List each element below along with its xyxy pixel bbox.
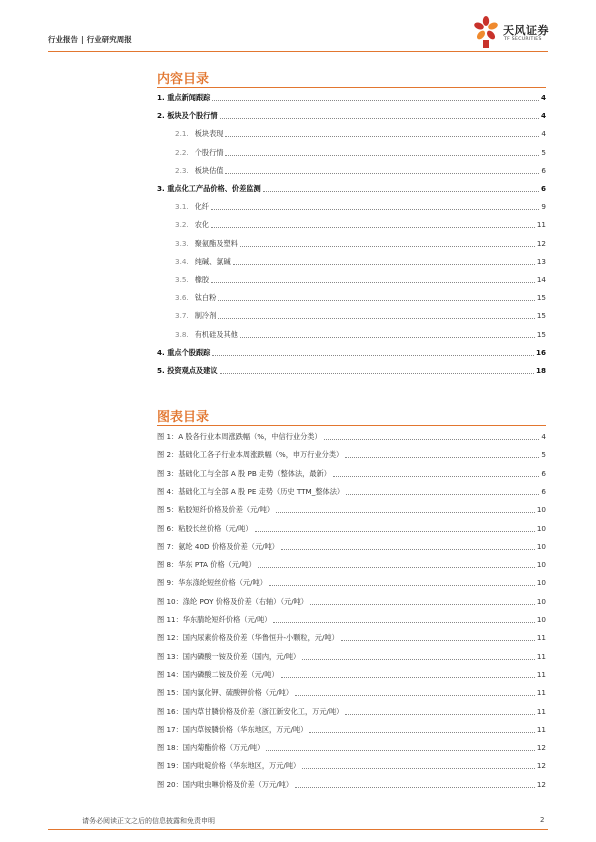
toc-entry[interactable] — [157, 200, 546, 212]
figure-dot-leader — [324, 439, 540, 440]
toc-entry-label — [157, 129, 223, 139]
footer-page-number: 2 — [540, 816, 545, 824]
figure-entry-label: 图 20：国内吡虫啉价格及价差（万元/吨） — [157, 779, 294, 789]
figure-entry[interactable] — [157, 595, 546, 607]
figure-dot-leader — [281, 549, 535, 550]
figure-dot-leader — [266, 750, 535, 751]
toc-dot-leader — [240, 246, 535, 247]
toc-entry-page: 6 — [540, 184, 546, 193]
figure-entry[interactable] — [157, 650, 546, 662]
figure-entry-label: 图 13：国内磷酸一铵及价差（国内，元/吨） — [157, 651, 301, 661]
figure-dot-leader — [269, 585, 535, 586]
figure-entry-page: 6 — [541, 486, 546, 496]
toc-entry-text: 板块表现 — [194, 129, 224, 139]
figure-entry-page: 12 — [536, 761, 546, 771]
figure-dot-leader — [310, 604, 535, 605]
figure-dot-leader — [273, 622, 534, 623]
toc-entry[interactable] — [157, 328, 546, 340]
footer-divider — [48, 829, 548, 830]
toc-entry[interactable] — [157, 364, 546, 376]
toc-entry-page: 4 — [541, 129, 546, 139]
figure-dot-leader — [345, 714, 534, 715]
toc-dot-leader — [211, 209, 539, 210]
toc-entry-page: 15 — [536, 293, 546, 303]
toc-entry-text: 橡胶 — [194, 275, 210, 284]
toc-entry-page: 4 — [540, 111, 546, 121]
toc-entry[interactable] — [157, 164, 546, 176]
toc-entry-number: 3.3. — [175, 238, 189, 248]
figure-entry-page: 10 — [536, 615, 546, 624]
toc-entry-text: 板块估值 — [194, 165, 224, 175]
figure-entry-page: 10 — [536, 523, 546, 533]
toc-entry-number: 3.6. — [175, 293, 189, 303]
toc-entry-number: 2.3. — [175, 165, 189, 175]
toc-entry-label — [157, 111, 218, 121]
figure-entry-page: 11 — [536, 633, 546, 643]
toc-dot-leader — [233, 264, 535, 265]
toc-dot-leader — [240, 337, 535, 338]
header-report-subtype: 行业研究周报 — [86, 35, 132, 44]
figure-entry-label: 图 16：国内草甘膦价格及价差（浙江新安化工，万元/吨） — [157, 706, 344, 716]
toc-entry-label — [157, 275, 209, 285]
figure-dot-leader — [258, 567, 535, 568]
figure-entry-page: 10 — [536, 560, 546, 570]
toc-entry-label — [157, 348, 210, 358]
figure-entry[interactable] — [157, 576, 546, 588]
figure-entry-label: 图 7：氨纶 40D 价格及价差（元/吨） — [157, 541, 279, 551]
figure-entry[interactable] — [157, 613, 546, 625]
figure-entry[interactable] — [157, 705, 546, 717]
figure-entry-label: 图 12：国内尿素价格及价差（华鲁恒升-小颗粒，元/吨） — [157, 633, 339, 643]
toc-entry[interactable] — [157, 218, 546, 230]
toc-entry-label — [157, 257, 231, 267]
toc-entry-page: 13 — [536, 256, 546, 266]
figure-entry-page: 12 — [536, 779, 546, 789]
toc-entry-page: 18 — [535, 366, 546, 375]
toc-entry-text: 聚氨酯及塑料 — [194, 238, 238, 248]
toc-entry-text: 个股行情 — [194, 147, 224, 157]
figure-entry-page: 10 — [536, 578, 546, 588]
toc-entry-label — [157, 202, 209, 212]
toc-entry[interactable] — [157, 91, 546, 103]
toc-dot-leader — [225, 173, 539, 174]
figure-entry-label: 图 4：基础化工与全部 A 股 PE 走势（历史 TTM_整体法） — [157, 486, 345, 496]
figure-entry[interactable] — [157, 540, 546, 552]
toc-entry-label — [157, 220, 209, 230]
toc-entry-number: 3.4. — [175, 256, 189, 266]
figure-entry-page: 4 — [541, 432, 546, 441]
toc-entry-label — [157, 184, 261, 194]
toc-entry-label — [157, 366, 218, 376]
figure-entry-label: 图 9：华东涤纶短丝价格（元/吨） — [157, 578, 267, 588]
toc-entry-text: 4. 重点个股跟踪 — [157, 347, 211, 357]
figure-entry-page: 11 — [536, 651, 546, 661]
toc-entry-label — [157, 93, 210, 103]
figure-entry-label: 图 3：基础化工与全部 A 股 PB 走势（整体法，最新） — [157, 468, 331, 478]
toc-entry-number: 3.7. — [175, 311, 189, 321]
toc-entry-label — [157, 330, 238, 340]
toc-entry-number: 2.2. — [175, 147, 189, 157]
figure-dot-leader — [295, 787, 535, 788]
toc-dot-leader — [225, 155, 539, 156]
toc-entry[interactable] — [157, 146, 546, 158]
toc-entry-page: 16 — [535, 347, 546, 357]
header-separator: | — [81, 35, 84, 44]
figure-dot-leader — [309, 732, 534, 733]
toc-dot-leader — [211, 227, 535, 228]
toc-entry-number: 3.8. — [175, 329, 189, 339]
toc-entry-page: 5 — [541, 147, 546, 157]
toc-dot-leader — [263, 191, 539, 192]
figure-entry[interactable] — [157, 723, 546, 735]
toc-entry-label — [157, 311, 216, 321]
toc-entry-page: 15 — [536, 329, 546, 339]
toc-dot-leader — [218, 300, 535, 301]
figure-entry[interactable] — [157, 778, 546, 790]
toc-dot-leader — [218, 318, 535, 319]
toc-entry-page: 4 — [540, 93, 546, 102]
figures-title: 图表目录 — [157, 410, 210, 425]
toc-entry-text: 1. 重点新闻跟踪 — [157, 93, 211, 102]
figure-entry-label: 图 15：国内氯化钾、硫酸钾价格（元/吨） — [157, 688, 294, 698]
logo-chinese-name: 天风证券 — [503, 24, 549, 37]
toc-entry-label — [157, 148, 223, 158]
figure-entry-label: 图 5：粘胶短纤价格及价差（元/吨） — [157, 505, 275, 515]
toc-entry-label — [157, 239, 238, 249]
toc-entry-number: 3.1. — [175, 202, 189, 212]
toc-entry[interactable] — [157, 309, 546, 321]
toc-entry-page: 15 — [536, 311, 546, 321]
toc-dot-leader — [212, 355, 534, 356]
toc-entry[interactable] — [157, 346, 546, 358]
toc-entry[interactable] — [157, 291, 546, 303]
toc-entry-page: 14 — [536, 275, 546, 284]
logo-english-name: TF SECURITIES — [504, 37, 542, 42]
toc-dot-leader — [220, 118, 539, 119]
toc-entry-text: 有机硅及其他 — [194, 329, 238, 339]
figure-entry[interactable] — [157, 485, 546, 497]
figure-entry[interactable] — [157, 503, 546, 515]
toc-entry[interactable] — [157, 273, 546, 285]
figure-entry-page: 6 — [541, 468, 546, 478]
toc-entry-text: 5. 投资观点及建议 — [157, 366, 218, 375]
toc-entry[interactable] — [157, 182, 546, 194]
toc-entry[interactable] — [157, 109, 546, 121]
figure-dot-leader — [302, 659, 535, 660]
figure-entry[interactable] — [157, 631, 546, 643]
toc-entry-text: 纯碱、氯碱 — [194, 256, 231, 266]
toc-entry-number: 3.5. — [175, 275, 189, 284]
toc-entry-page: 6 — [541, 165, 546, 175]
toc-entry-text: 制冷剂 — [194, 311, 217, 321]
figure-dot-leader — [345, 457, 539, 458]
figure-entry-label: 图 17：国内草铵膦价格（华东地区，万元/吨） — [157, 724, 308, 734]
toc-entry[interactable] — [157, 127, 546, 139]
footer-disclaimer: 请务必阅读正文之后的信息披露和免责申明 — [82, 817, 215, 825]
figures-title-underline — [157, 425, 546, 426]
figure-entry-label: 图 19：国内吡啶价格（华东地区，万元/吨） — [157, 761, 301, 771]
toc-entry-label — [157, 166, 223, 176]
figure-dot-leader — [295, 695, 535, 696]
figure-entry-page: 11 — [536, 688, 546, 698]
toc-dot-leader — [211, 282, 535, 283]
toc-dot-leader — [220, 373, 534, 374]
toc-entry-number: 2.1. — [175, 129, 189, 139]
figure-dot-leader — [276, 512, 535, 513]
figure-dot-leader — [341, 640, 535, 641]
figure-entry-page: 10 — [536, 505, 546, 515]
figure-entry-page: 10 — [536, 596, 546, 606]
figure-dot-leader — [333, 476, 539, 477]
figure-entry-label: 图 8：华东 PTA 价格（元/吨） — [157, 560, 256, 570]
toc-entry[interactable] — [157, 237, 546, 249]
toc-entry-label — [157, 293, 216, 303]
figure-entry[interactable] — [157, 467, 546, 479]
figure-entry-page: 11 — [536, 724, 546, 734]
figure-entry-page: 11 — [536, 706, 546, 716]
figure-entry[interactable] — [157, 759, 546, 771]
figure-entry-label: 图 11：华东腈纶短纤价格（元/吨） — [157, 615, 272, 624]
report-header — [48, 34, 132, 45]
figure-entry-label: 图 2：基础化工各子行业本周涨跌幅（%，申万行业分类） — [157, 450, 344, 460]
toc-entry-text: 3. 重点化工产品价格、价差监测 — [157, 184, 261, 193]
figure-entry-label: 图 1：A 股各行业本周涨跌幅（%，中信行业分类） — [157, 432, 322, 441]
figure-entry[interactable] — [157, 430, 546, 442]
figure-entry-label: 图 6：粘胶长丝价格（元/吨） — [157, 523, 253, 533]
figure-entry[interactable] — [157, 558, 546, 570]
toc-entry-text: 钛白粉 — [194, 293, 217, 303]
figure-entry[interactable] — [157, 741, 546, 753]
figure-entry-label: 图 18：国内菊酯价格（万元/吨） — [157, 743, 265, 753]
toc-entry-number: 3.2. — [175, 220, 189, 230]
toc-entry-text: 2. 板块及个股行情 — [157, 111, 218, 121]
toc-entry[interactable] — [157, 255, 546, 267]
figure-entry-page: 10 — [536, 541, 546, 551]
header-report-type: 行业报告 — [48, 35, 78, 44]
figure-dot-leader — [346, 494, 539, 495]
toc-entry-page: 12 — [536, 238, 546, 248]
figure-entry[interactable] — [157, 448, 546, 460]
figure-dot-leader — [302, 768, 535, 769]
figure-dot-leader — [281, 677, 535, 678]
figure-entry-page: 11 — [536, 669, 546, 679]
header-divider — [48, 51, 548, 52]
toc-dot-leader — [225, 136, 539, 137]
toc-entry-text: 化纤 — [194, 202, 210, 212]
figure-entry-label: 图 14：国内磷酸二铵及价差（元/吨） — [157, 669, 279, 679]
figure-entry-page: 12 — [536, 743, 546, 753]
toc-title-underline — [157, 87, 546, 88]
toc-entry-page: 9 — [541, 202, 546, 212]
figure-entry[interactable] — [157, 668, 546, 680]
figure-dot-leader — [255, 531, 535, 532]
figure-entry[interactable] — [157, 686, 546, 698]
toc-entry-text: 农化 — [194, 220, 210, 230]
toc-dot-leader — [212, 100, 539, 101]
figure-entry-label: 图 10：涤纶 POY 价格及价差（右轴）（元/吨） — [157, 596, 308, 606]
toc-title: 内容目录 — [157, 72, 210, 87]
figure-entry[interactable] — [157, 522, 546, 534]
figure-entry-page: 5 — [541, 450, 546, 460]
toc-entry-page: 11 — [536, 220, 546, 230]
